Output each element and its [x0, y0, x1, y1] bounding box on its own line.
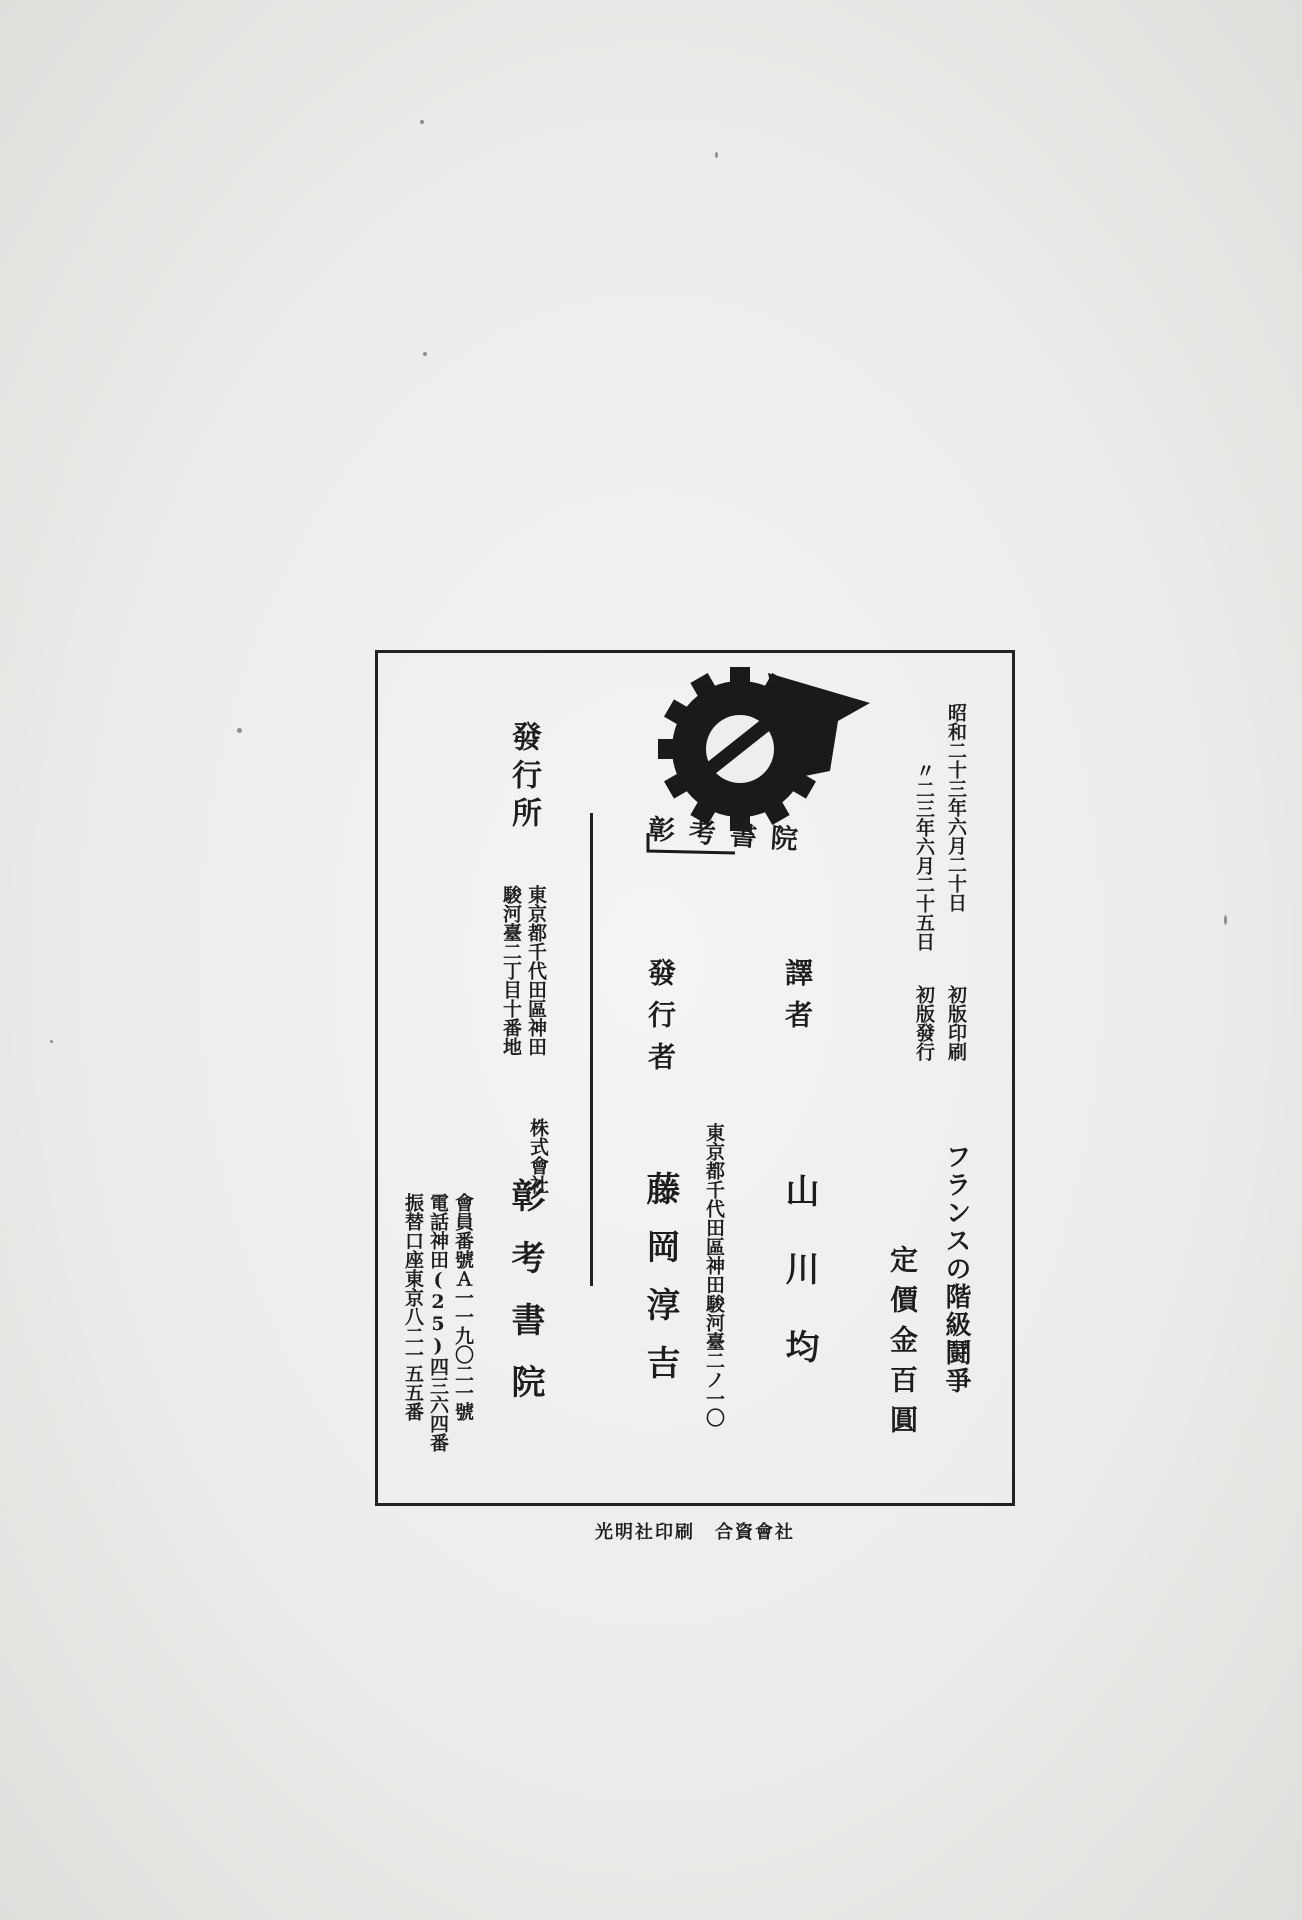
- published-label: 初版發行: [913, 985, 935, 1061]
- paper-speck: [715, 152, 718, 158]
- paper-speck: [423, 352, 427, 356]
- printer-credit: 光明社印刷 合資會社: [595, 1522, 795, 1543]
- paper-speck: [237, 728, 242, 733]
- colophon-box: [375, 650, 1015, 1506]
- printed-label: 初版印刷: [945, 985, 967, 1061]
- transfer-account: 振替口座東京八二一五五番: [402, 1193, 424, 1421]
- office-label: 發行所: [506, 721, 541, 835]
- company-name: 彰考書院: [505, 1178, 545, 1426]
- publisher-role: 發行者: [644, 958, 677, 1084]
- member-number: 會員番號Ａ一一九〇二一號: [452, 1193, 474, 1421]
- paper-speck: [50, 1040, 53, 1043]
- paper-speck: [420, 120, 424, 124]
- published-date: 〃二三年六月二十五日: [913, 761, 935, 951]
- office-address-2: 駿河臺二丁目十番地: [500, 885, 522, 1056]
- company-type-text: 株式會社: [527, 1118, 549, 1194]
- office-address-1: 東京都千代田區神田: [525, 885, 547, 1056]
- publisher-seal-text: 彰考書院: [646, 814, 813, 857]
- publisher-address: 東京都千代田區神田駿河臺二ノ一〇: [703, 1123, 725, 1427]
- price: 定價金百圓: [886, 1245, 919, 1445]
- paper-speck: [1224, 915, 1227, 925]
- phone-number: 電話神田(25)四三六四番: [427, 1193, 449, 1452]
- book-title: フランスの階級鬪爭: [941, 1143, 971, 1395]
- printed-date: 昭和二十三年六月二十日: [945, 703, 967, 912]
- publisher-name: 藤岡淳吉: [640, 1171, 680, 1403]
- translator-name: 山川均: [779, 1173, 819, 1407]
- translator-role: 譯者: [781, 958, 814, 1042]
- divider-line: [590, 813, 593, 1286]
